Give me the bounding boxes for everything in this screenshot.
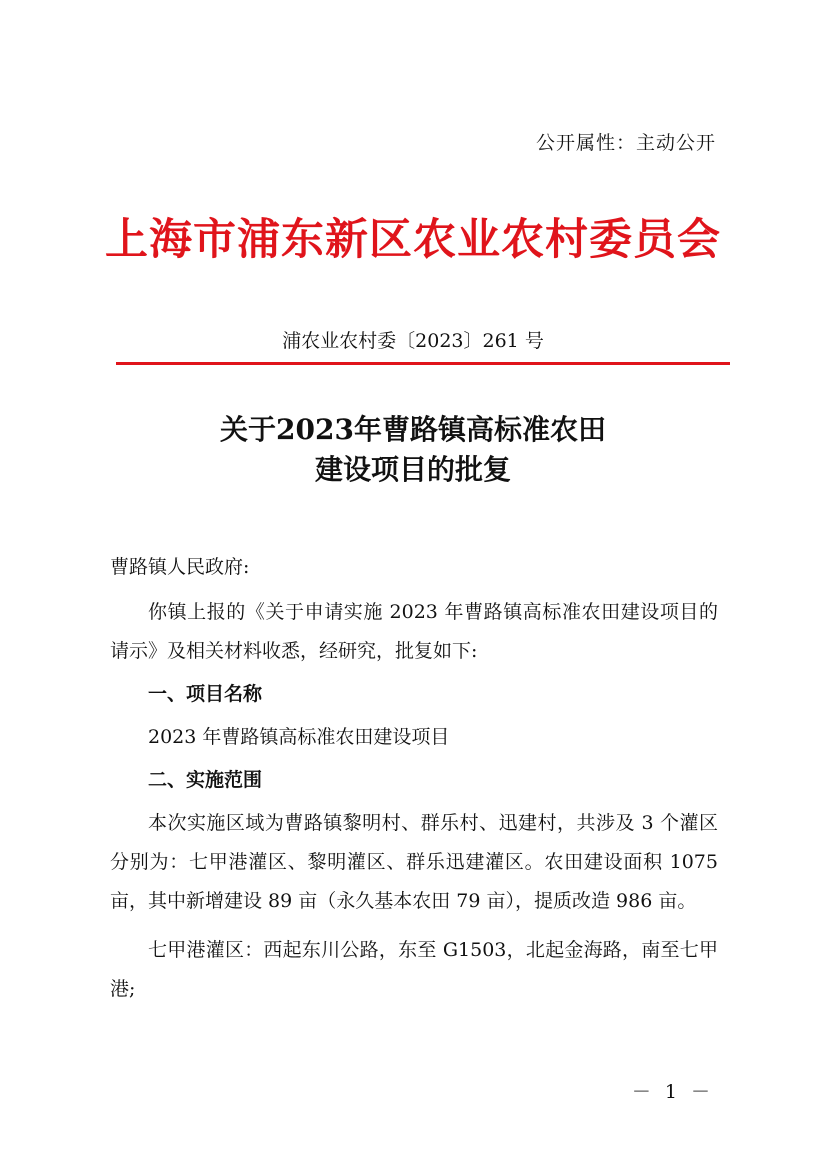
project-name-text: 2023 年曹路镇高标准农田建设项目: [148, 726, 450, 748]
issuing-organization-title: 上海市浦东新区农业农村委员会: [105, 215, 721, 265]
document-title-line-1: 关于2023年曹路镇高标准农田: [220, 413, 606, 446]
document-body: [110, 548, 718, 1009]
salutation: 曹路镇人民政府:: [110, 556, 250, 578]
section-heading-project-name: 一、项目名称: [148, 683, 263, 705]
page-number: － 1 －: [631, 1081, 714, 1103]
red-divider-line: [116, 362, 730, 365]
scope-paragraph: 本次实施区域为曹路镇黎明村、群乐村、迅建村，共涉及 3 个灌区分别为：七甲港灌区、黎明灌区、群乐迅建灌区。农田建设面积 1075 亩，其中新增建设 89 亩（永久基本农田 79 亩），提质改造 986 亩。: [110, 812, 718, 912]
document-title-line-2: 建设项目的批复: [314, 453, 511, 486]
irrigation-area-paragraph: 七甲港灌区：西起东川公路，东至 G1503，北起金海路，南至七甲港;: [110, 939, 718, 1000]
section-heading-scope: 二、实施范围: [148, 769, 263, 791]
intro-paragraph: 你镇上报的《关于申请实施 2023 年曹路镇高标准农田建设项目的请示》及相关材料收悉，经研究，批复如下:: [110, 601, 718, 662]
disclosure-attribute: 公开属性：主动公开: [535, 132, 716, 154]
document-title: [0, 410, 826, 490]
document-number: 浦农业农村委〔2023〕261 号: [282, 330, 544, 352]
